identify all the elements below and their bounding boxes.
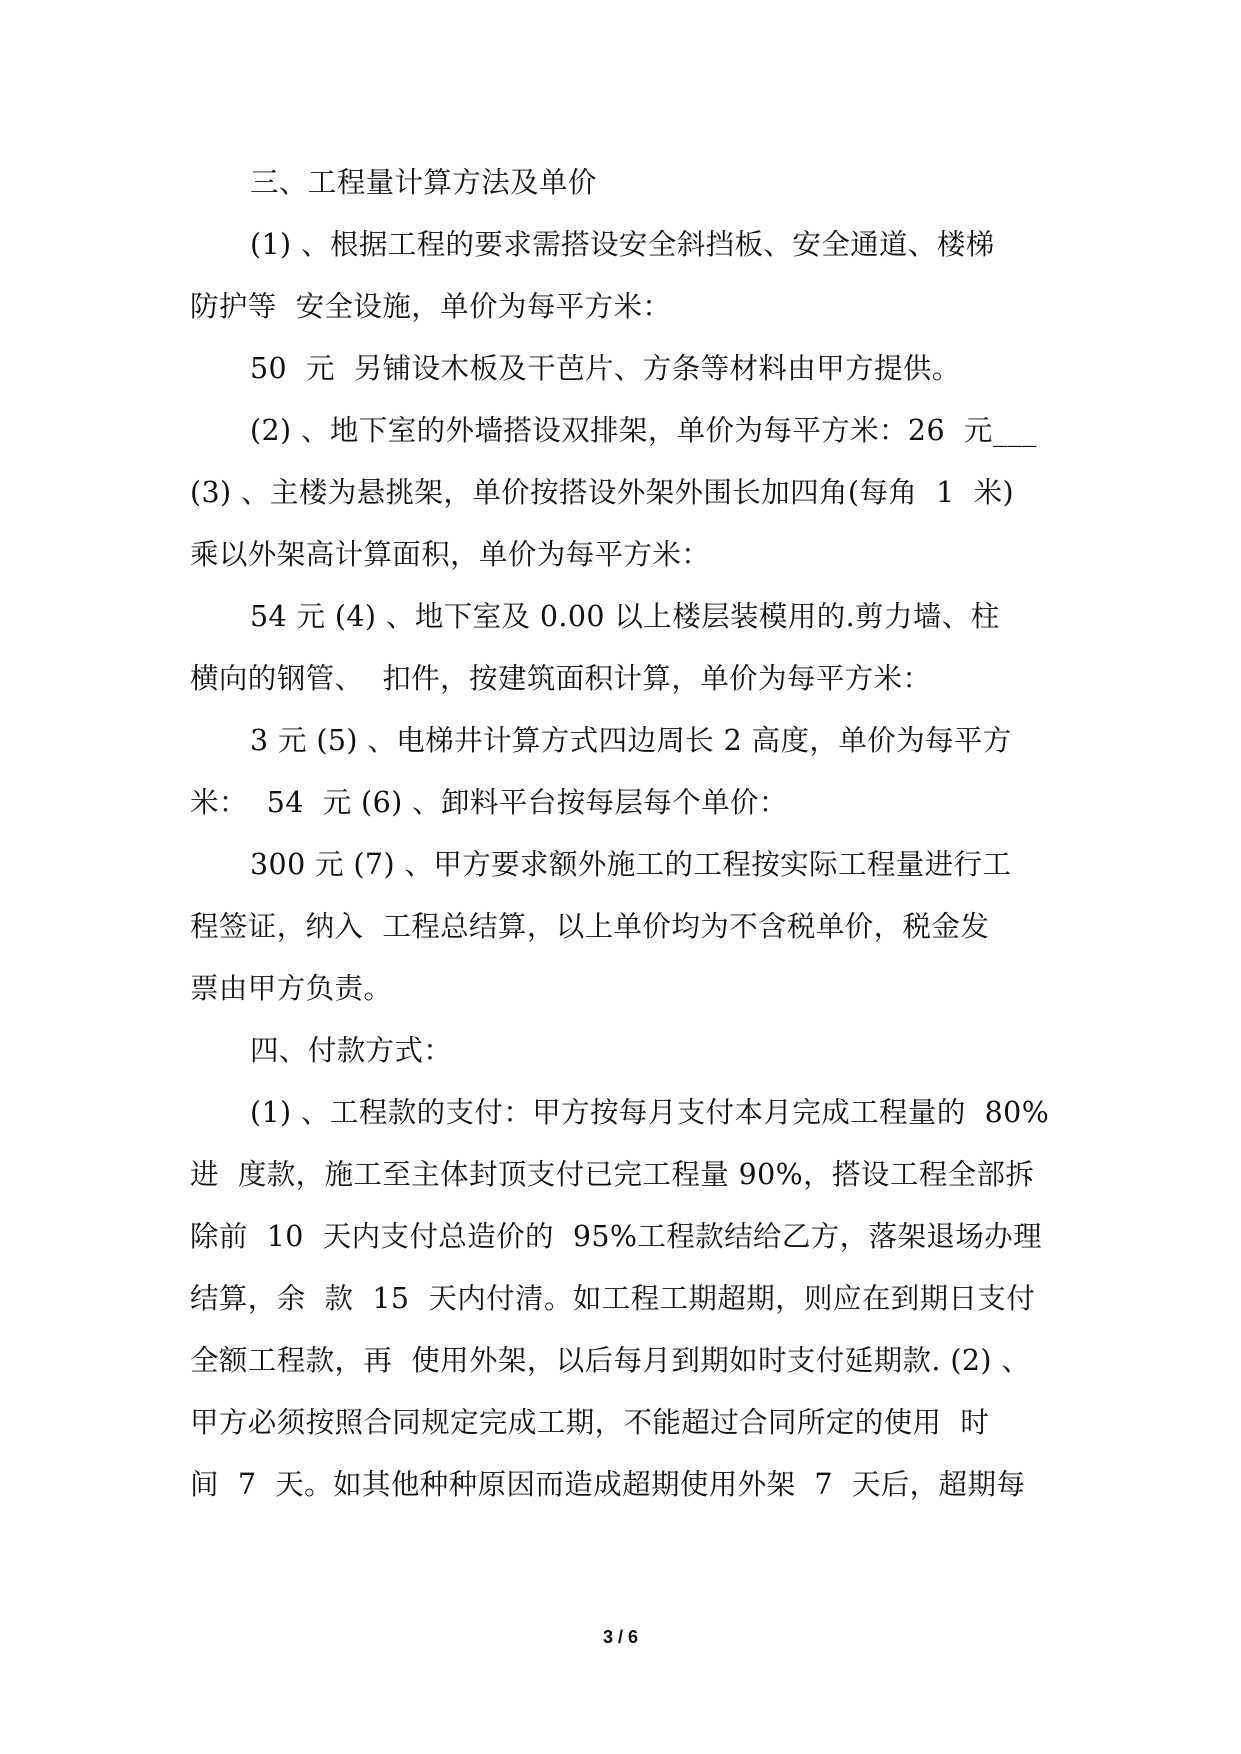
text-line: 间 7 天。如其他种种原因而造成超期使用外架 7 天后，超期每: [190, 1468, 1026, 1501]
page-number: 3 / 6: [602, 1627, 639, 1647]
text-line: 除前 10 天内支付总造价的 95%工程款结给乙方，落架退场办理: [190, 1220, 1042, 1253]
text-line: 300 元 (7) 、甲方要求额外施工的工程按实际工程量进行工: [250, 848, 1012, 881]
text-line: (3) 、主楼为悬挑架，单价按搭设外架外围长加四角(每角 1 米): [190, 476, 1015, 509]
text-line: 米： 54 元 (6) 、卸料平台按每层每个单价：: [190, 786, 788, 819]
text-line: 50 元 另铺设木板及干芭片、方条等材料由甲方提供。: [250, 352, 961, 385]
text-line: 四、付款方式：: [250, 1034, 453, 1067]
text-line: 54 元 (4) 、地下室及 0.00 以上楼层装模用的.剪力墙、柱: [250, 600, 1000, 633]
text-line: 横向的钢管、 扣件，按建筑面积计算，单价为每平方米：: [190, 662, 932, 695]
text-line: 结算，余 款 15 天内付清。如工程工期超期，则应在到期日支付: [190, 1282, 1036, 1315]
text-line: 防护等 安全设施，单价为每平方米：: [190, 290, 672, 323]
text-line: 乘以外架高计算面积，单价为每平方米：: [190, 538, 711, 571]
text-line: 进 度款，施工至主体封顶支付已完工程量 90%，搭设工程全部拆: [190, 1158, 1035, 1191]
text-line: (2) 、地下室的外墙搭设双排架，单价为每平方米：26 元___: [250, 414, 1037, 447]
text-line: 3 元 (5) 、电梯井计算方式四边周长 2 高度，单价为每平方: [250, 724, 1012, 757]
text-line: 全额工程款，再 使用外架，以后每月到期如时支付延期款. (2) 、: [190, 1344, 1031, 1377]
document-body: [190, 152, 1055, 1516]
text-line: (1) 、根据工程的要求需搭设安全斜挡板、安全通道、楼梯: [250, 228, 995, 261]
text-line: (1) 、工程款的支付：甲方按每月支付本月完成工程量的 80%: [250, 1096, 1050, 1129]
text-line: 票由甲方负责。: [190, 972, 393, 1005]
text-line: 三、工程量计算方法及单价: [250, 166, 597, 199]
text-line: 程签证，纳入 工程总结算，以上单价均为不含税单价，税金发: [190, 910, 990, 943]
text-line: 甲方必须按照合同规定完成工期，不能超过合同所定的使用 时: [190, 1406, 990, 1439]
